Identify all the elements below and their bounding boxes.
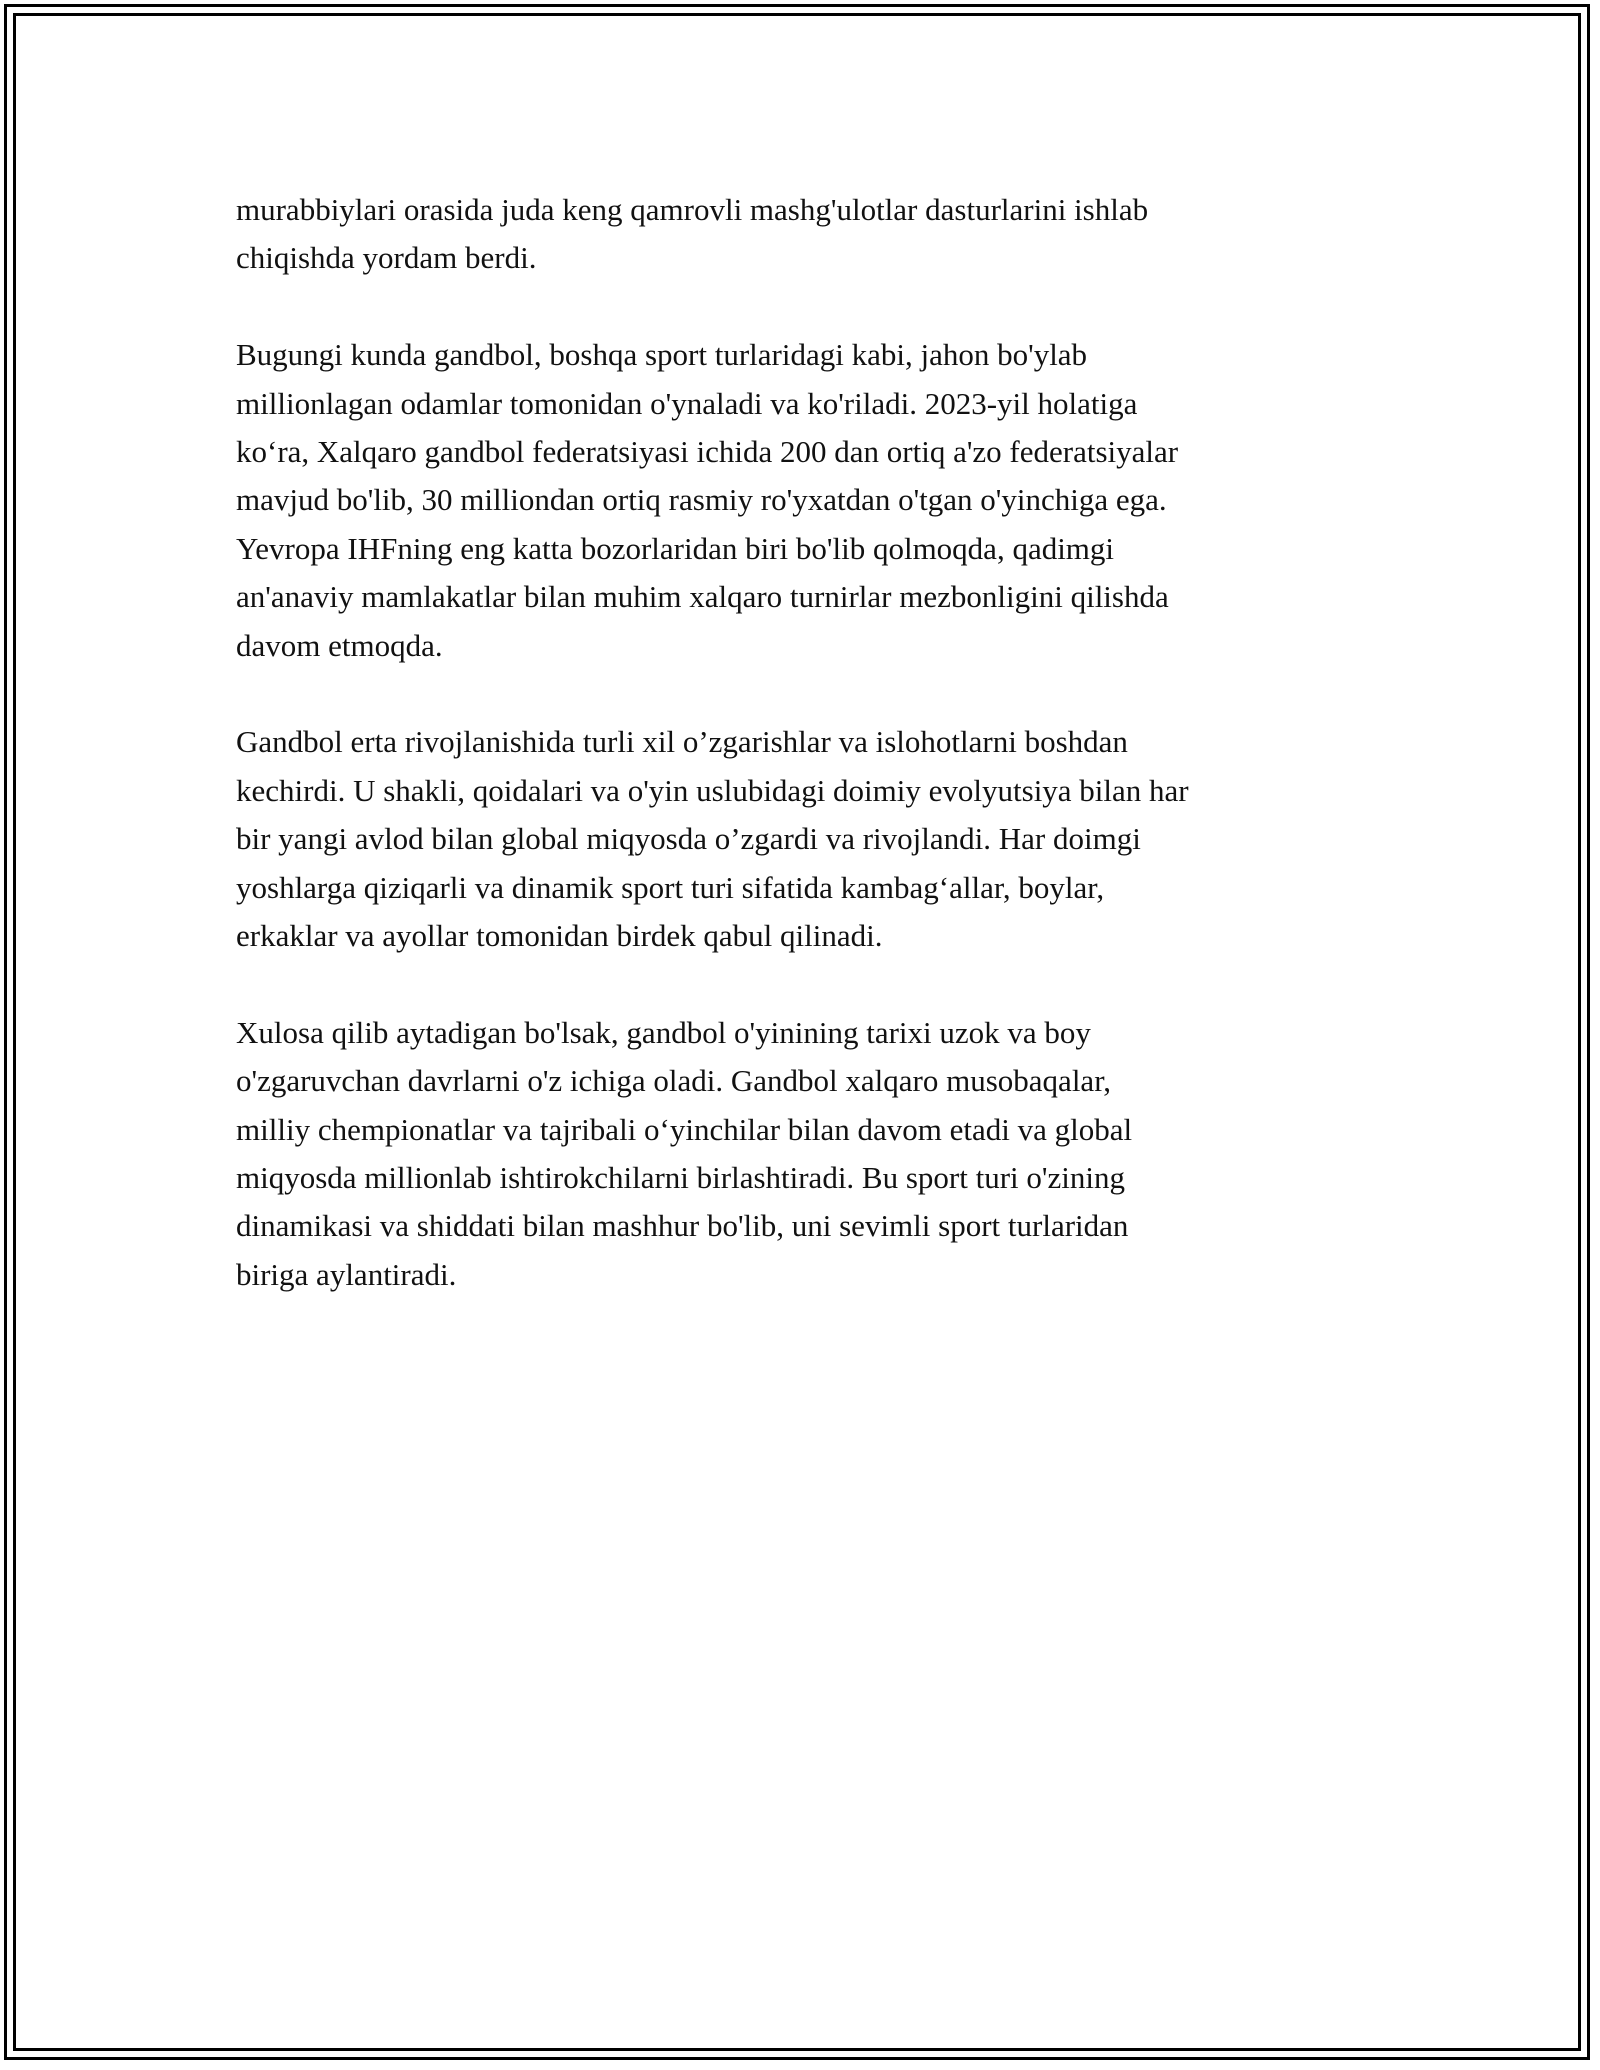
- text-line: Xulosa qilib aytadigan bo'lsak, gandbol o'yinining tarixi uzok va boy: [236, 1014, 1091, 1050]
- paragraph-4: [236, 1009, 1386, 1299]
- text-line: millionlagan odamlar tomonidan o'ynaladi va ko'riladi. 2023-yil holatiga: [236, 385, 1138, 421]
- text-line: Gandbol erta rivojlanishida turli xil o’zgarishlar va islohotlarni boshdan: [236, 724, 1128, 760]
- text-line: mavjud bo'lib, 30 milliondan ortiq rasmiy ro'yxatdan o'tgan o'yinchiga ega.: [236, 482, 1167, 518]
- document-body: [236, 186, 1386, 1348]
- paragraph-1: [236, 186, 1386, 283]
- text-line: chiqishda yordam berdi.: [236, 240, 537, 276]
- text-line: kechirdi. U shakli, qoidalari va o'yin uslubidagi doimiy evolyutsiya bilan har: [236, 772, 1189, 808]
- text-line: davom etmoqda.: [236, 627, 443, 663]
- text-line: o'zgaruvchan davrlarni o'z ichiga oladi. Gandbol xalqaro musobaqalar,: [236, 1063, 1112, 1099]
- text-line: murabbiylari orasida juda keng qamrovli mashg'ulotlar dasturlarini ishlab: [236, 192, 1149, 227]
- text-line: Bugungi kunda gandbol, boshqa sport turlaridagi kabi, jahon bo'ylab: [236, 337, 1088, 373]
- text-line: biriga aylantiradi.: [236, 1256, 457, 1292]
- text-line: an'anaviy mamlakatlar bilan muhim xalqaro turnirlar mezbonligini qilishda: [236, 579, 1169, 615]
- text-line: ko‘ra, Xalqaro gandbol federatsiyasi ichida 200 dan ortiq a'zo federatsiyalar: [236, 434, 1179, 470]
- text-line: bir yangi avlod bilan global miqyosda o’zgardi va rivojlandi. Har doimgi: [236, 821, 1141, 857]
- paragraph-2: [236, 331, 1386, 670]
- text-line: miqyosda millionlab ishtirokchilarni birlashtiradi. Bu sport turi o'zining: [236, 1160, 1125, 1196]
- text-line: erkaklar va ayollar tomonidan birdek qabul qilinadi.: [236, 918, 883, 954]
- text-line: milliy chempionatlar va tajribali o‘yinchilar bilan davom etadi va global: [236, 1111, 1133, 1147]
- text-line: dinamikasi va shiddati bilan mashhur bo'lib, uni sevimli sport turlaridan: [236, 1208, 1129, 1244]
- text-line: Yevropa IHFning eng katta bozorlaridan biri bo'lib qolmoqda, qadimgi: [236, 530, 1115, 566]
- text-line: yoshlarga qiziqarli va dinamik sport turi sifatida kambag‘allar, boylar,: [236, 869, 1105, 905]
- paragraph-3: [236, 718, 1386, 960]
